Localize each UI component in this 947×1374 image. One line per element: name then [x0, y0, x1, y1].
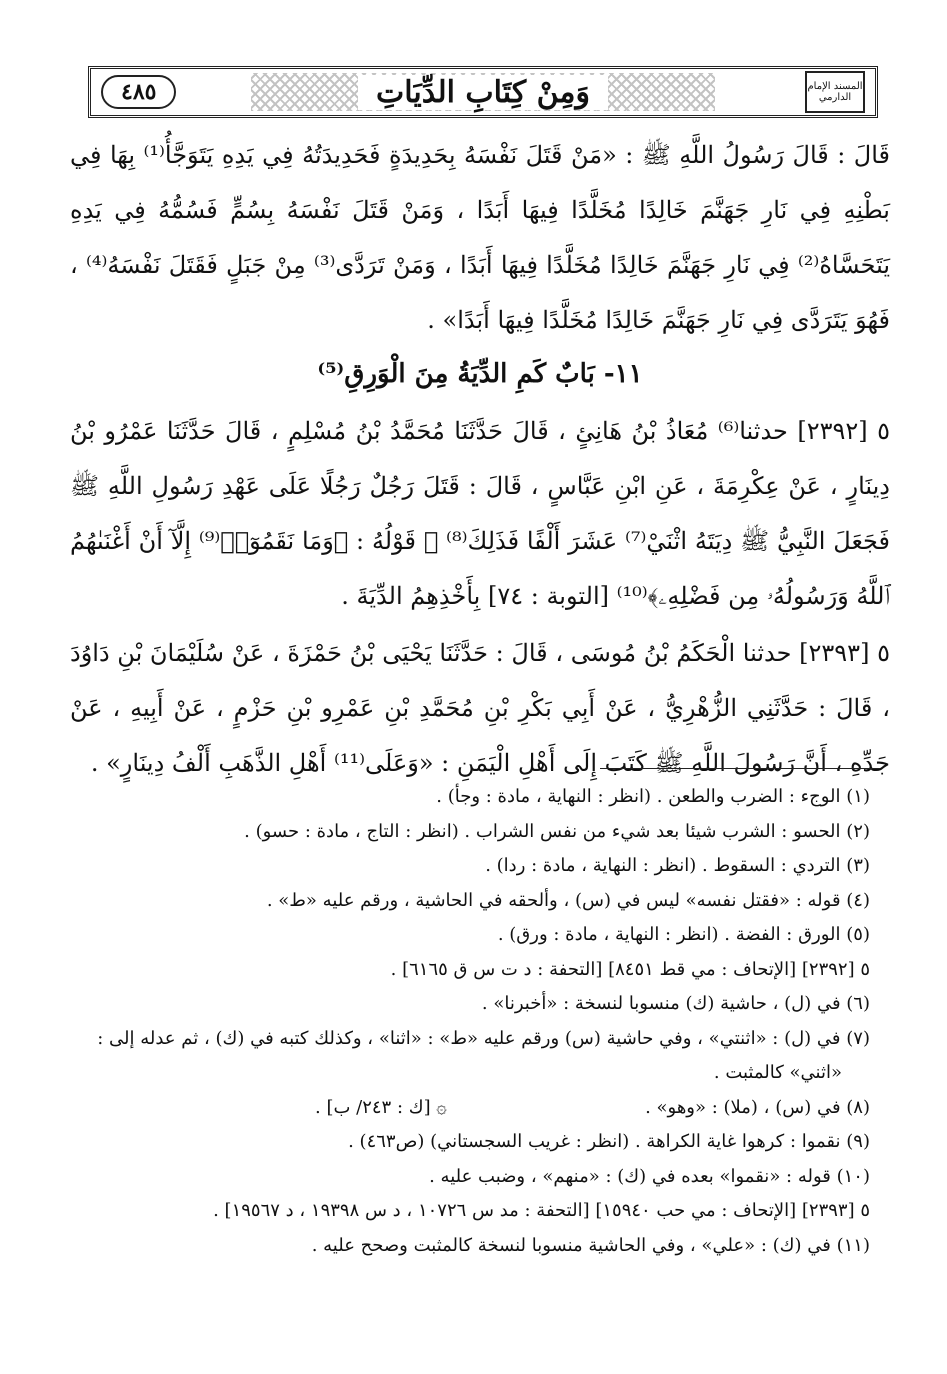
hadith-2392: ٥ [٢٣٩٢] حدثنا⁽⁶⁾ مُعَاذُ بْنُ هَانِئٍ ، قَالَ حَدَّثَنَا مُحَمَّدُ بْنُ مُسْلِمٍ ، قَالَ حَدَّثَنَا عَمْرُو بْنُ دِينَارٍ ، عَنْ عِكْرِمَةَ ، عَنِ ابْنِ عَبَّاسٍ ، قَالَ : قَتَلَ رَجُلٌ رَجُلًا عَلَى عَهْدِ رَسُولِ اللَّهِ ﷺ فَجَعَلَ النَّبِيُّ ﷺ دِيَتَهُ اثْنَيْ⁽⁷⁾ عَشَرَ أَلْفًا فَذَلِكَ⁽⁸⁾ ۞ قَوْلُهُ : ﴿وَمَا نَقَمُوٓا۟⁽⁹⁾ إِلَّآ أَنْ أَغْنَىٰهُمُ ٱللَّهُ وَرَسُولُهُۥ مِن فَضْلِهِۦ﴾⁽¹⁰⁾ [التوبة : ٧٤] بِأَخْذِهِمُ الدِّيَةَ . — [70, 417, 891, 610]
footnote-3: (٣) التردي : السقوط . (انظر : النهاية ، مادة : ردا) . — [485, 855, 870, 876]
footnotes — [75, 780, 870, 1263]
hadith-2393: ٥ [٢٣٩٣] حدثنا الْحَكَمُ بْنُ مُوسَى ، قَالَ : حَدَّثَنَا يَحْيَى بْنُ حَمْزَةَ ، عَنْ سُلَيْمَانَ بْنِ دَاوُدَ ، قَالَ : حَدَّثَنِي الزُّهْرِيُّ ، عَنْ أَبِي بَكْرِ بْنِ مُحَمَّدِ بْنِ عَمْرِو بْنِ حَزْمٍ ، عَنْ أَبِيهِ ، عَنْ جَدِّهِ ، أَنَّ رَسُولَ اللَّهِ ﷺ كَتَبَ إِلَى أَهْلِ الْيَمَنِ : «وَعَلَى⁽¹¹⁾ أَهْلِ الذَّهَبِ أَلْفُ دِينَارٍ» . — [70, 639, 890, 777]
footnote-5: (٥) الورق : الفضة . (انظر : النهاية ، مادة : ورق) . — [497, 924, 870, 945]
footnote-8 — [75, 1091, 870, 1126]
footnote-1: (١) الوجء : الضرب والطعن . (انظر : النهاية ، مادة : وجأ) . — [436, 786, 870, 807]
manuscript-folio-mark: ۞ [ك : ٢٤٣/ ب] . — [315, 1096, 447, 1118]
footnote-10: (١٠) قوله : «نقموا» بعده في (ك) : «منهم» ، وضبب عليه . — [429, 1165, 870, 1187]
footnote-11: (١١) في (ك) : «علي» ، وفي الحاشية منسوبا لنسخة كالمثبت وصحح عليه . — [311, 1234, 870, 1256]
footnote-4: (٤) قوله : «فقتل نفسه» ليس في (س) ، وألحقه في الحاشية ، ورقم عليه «ط» . — [266, 889, 870, 911]
hadith-continuation: قَالَ : قَالَ رَسُولُ اللَّهِ ﷺ : «مَنْ قَتَلَ نَفْسَهُ بِحَدِيدَةٍ فَحَدِيدَتُهُ فِي يَدِهِ يَتَوَجَّأُ⁽¹⁾ بِهَا فِي بَطْنِهِ فِي نَارِ جَهَنَّمَ خَالِدًا مُخَلَّدًا فِيهَا أَبَدًا ، وَمَنْ قَتَلَ نَفْسَهُ بِسُمٍّ فَسُمُّهُ فِي يَدِهِ يَتَحَسَّاهُ⁽²⁾ فِي نَارِ جَهَنَّمَ خَالِدًا مُخَلَّدًا فِيهَا أَبَدًا ، وَمَنْ تَرَدَّى⁽³⁾ مِنْ جَبَلٍ فَقَتَلَ نَفْسَهُ⁽⁴⁾ ، فَهُوَ يَتَرَدَّى فِي نَارِ جَهَنَّمَ خَالِدًا مُخَلَّدًا فِيهَا أَبَدًا» . — [70, 141, 891, 334]
main-text — [70, 128, 890, 791]
takhrij-2393: ٥ [٢٣٩٣] [الإتحاف : مي حب ١٥٩٤٠] [التحفة : مد س ١٠٧٢٦ ، د س ١٩٣٩٨ ، د ١٩٥٦٧] . — [213, 1200, 870, 1221]
footnote-divider — [600, 768, 880, 769]
page-header — [88, 66, 878, 118]
footnote-6: (٦) في (ل) ، حاشية (ك) منسوبا لنسخة : «أخبرنا» . — [481, 993, 870, 1014]
footnote-9: (٩) نقموا : كرهوا غاية الكراهة . (انظر : غريب السجستاني) (ص٤٦٣) . — [348, 1131, 870, 1152]
footnote-7 — [75, 1022, 870, 1091]
publisher-seal-logo — [805, 71, 865, 113]
footnote-2: (٢) الحسو : الشرب شيئا بعد شيء من نفس الشراب . (انظر : التاج ، مادة : حسو) . — [244, 820, 870, 842]
page-number: ٤٨٥ — [101, 75, 176, 109]
footnote-7-text: (٧) في (ل) : «اثنتي» ، وفي حاشية (س) ورقم عليه «ط» : «اثنا» ، وكذلك كتبه في (ك) ، ثم عدله إلى : — [97, 1027, 870, 1049]
chapter-heading: ١١- بَابٌ كَمِ الدِّيَةُ مِنَ الْوَرِقِ⁽⁵⁾ — [317, 359, 643, 389]
footnote-7-continuation: «اثني» كالمثبت . — [713, 1062, 842, 1083]
footnote-8-text: (٨) في (س) ، (ملا) : «وهو» . — [645, 1096, 870, 1118]
seal-text: المسند الإمام الدارمي — [807, 81, 863, 103]
takhrij-2392: ٥ [٢٣٩٢] [الإتحاف : مي قط ٨٤٥١] [التحفة : د ت س ق ٦١٦٥] . — [390, 958, 870, 980]
chapter-running-title: وَمِنْ كِتَابِ الدِّيَاتِ — [358, 75, 608, 110]
